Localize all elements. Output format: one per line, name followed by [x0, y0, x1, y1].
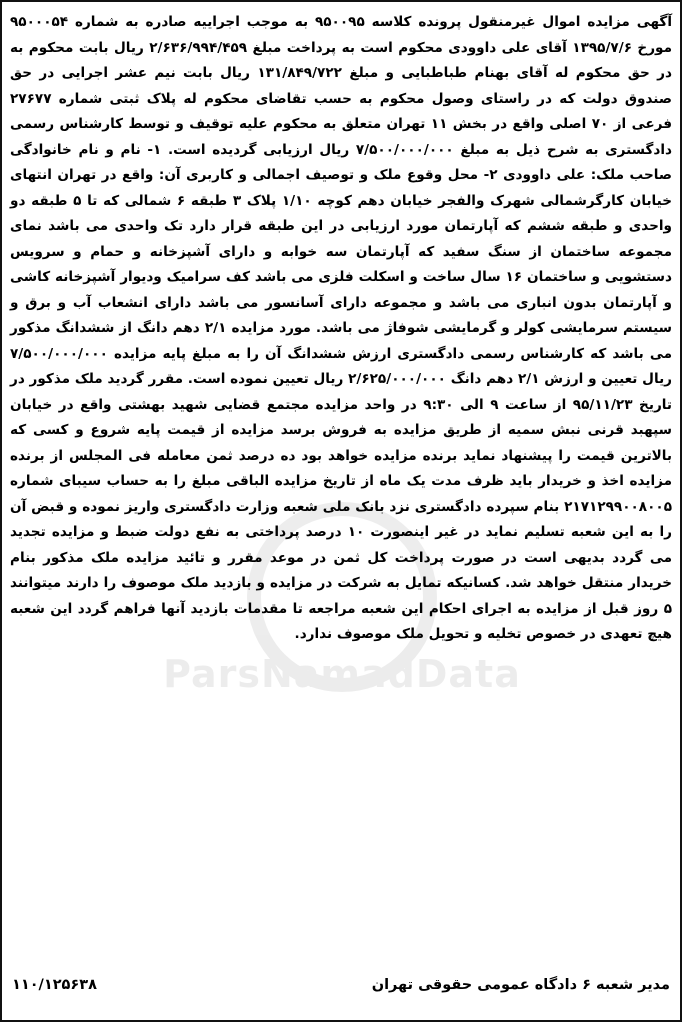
notice-body [10, 10, 672, 648]
signature-line: مدیر شعبه ۶ دادگاه عمومی حقوقی تهران [371, 977, 670, 993]
reference-number: ۱۱۰/۱۲۵۶۳۸ [12, 977, 97, 993]
notice-footer [12, 970, 670, 1000]
watermark-text: ParsNamadData [163, 652, 521, 696]
notice-paragraph: آگهی مزایده اموال غیرمنقول پرونده کلاسه ۹۵۰۰۹۵ به موجب اجراییه صادره به شماره ۹۵۰۰۰۵۴ مورخ ۱۳۹۵/۷/۶ آقای علی داوودی محکوم است به پرداخت مبلغ ۲/۶۳۶/۹۹۴/۴۵۹ ریال بابت محکوم به در حق محکوم له آقای بهنام طباطبایی و مبلغ ۱۳۱/۸۴۹/۷۲۲ ریال بابت نیم عشر اجرایی در حق صندوق دولت که در راستای وصول محکوم به حسب تقاضای محکوم له پلاک ثبتی شماره ۲۷۶۷۷ فرعی از ۷۰ اصلی واقع در بخش ۱۱ تهران متعلق به محکوم علیه توقیف و توسط کارشناس رسمی دادگستری به شرح ذیل به مبلغ ۷/۵۰۰/۰۰۰/۰۰۰ ریال ارزیابی گردیده است. ۱- نام و نام خانوادگی صاحب ملک: علی داوودی ۲- محل وقوع ملک و توصیف اجمالی و کاربری آن: واقع در تهران انتهای خیابان کارگرشمالی شهرک والفجر خیابان دهم کوچه ۱/۱۰ پلاک ۳ طبقه ۶ شمالی که تا ۵ طبقه دو واحدی و طبقه ششم که آپارتمان مورد ارزیابی در این طبقه قرار دارد تک واحدی می باشد نمای مجموعه ساختمان از سنگ سفید که آپارتمان سه خوابه و دارای آشپزخانه و حمام و سرویس دستشویی و ساختمان ۱۶ سال ساخت و اسکلت فلزی می باشد کف سرامیک ودیوار آشپزخانه کاشی و آپارتمان بدون انباری می باشد و مجموعه دارای آسانسور می باشد دارای انشعاب آب و برق و سیستم سرمایشی کولر و گرمایشی شوفاژ می باشد. مورد مزایده ۲/۱ دهم دانگ از ششدانگ مذکور می باشد که کارشناس رسمی دادگستری ارزش ششدانگ آن را به مبلغ پایه مزایده ۷/۵۰۰/۰۰۰/۰۰۰ ریال تعیین و ارزش ۲/۱ دهم دانگ ۲/۶۲۵/۰۰۰/۰۰۰ ریال تعیین نموده است. مقرر گردید ملک مذکور در تاریخ ۹۵/۱۱/۲۳ از ساعت ۹ الی ۹:۳۰ در واحد مزایده مجتمع قضایی شهید بهشتی واقع در خیابان سپهبد قرنی نبش سمیه از طریق مزایده به فروش برسد مزایده از قیمت پایه شروع و کسی که بالاترین قیمت را پیشنهاد نماید برنده مزایده خواهد بود ده درصد ثمن معامله فی المجلس از برنده مزایده اخذ و خریدار باید ظرف مدت یک ماه از تاریخ مزایده الباقی مبلغ را به حساب سیبای شماره ۲۱۷۱۲۹۹۰۰۸۰۰۵ بنام سپرده دادگستری نزد بانک ملی شعبه وزارت دادگستری واریز نموده و قبض آن را به این شعبه تسلیم نماید در غیر اینصورت ۱۰ درصد پرداختی به نفع دولت ضبط و مزایده تجدید می گردد بدیهی است در صورت پرداخت کل ثمن در موعد مقرر و تائید مزایده ملک مذکور بنام خریدار منتقل خواهد شد. کسانیکه تمایل به شرکت در مزایده و بازدید ملک موصوف را دارند میتوانند ۵ روز قبل از مزایده به اجرای احکام این شعبه مراجعه تا مقدمات بازدید آنها فراهم گردد این شعبه هیچ تعهدی در خصوص تخلیه و تحویل ملک موصوف ندارد. [10, 14, 673, 642]
